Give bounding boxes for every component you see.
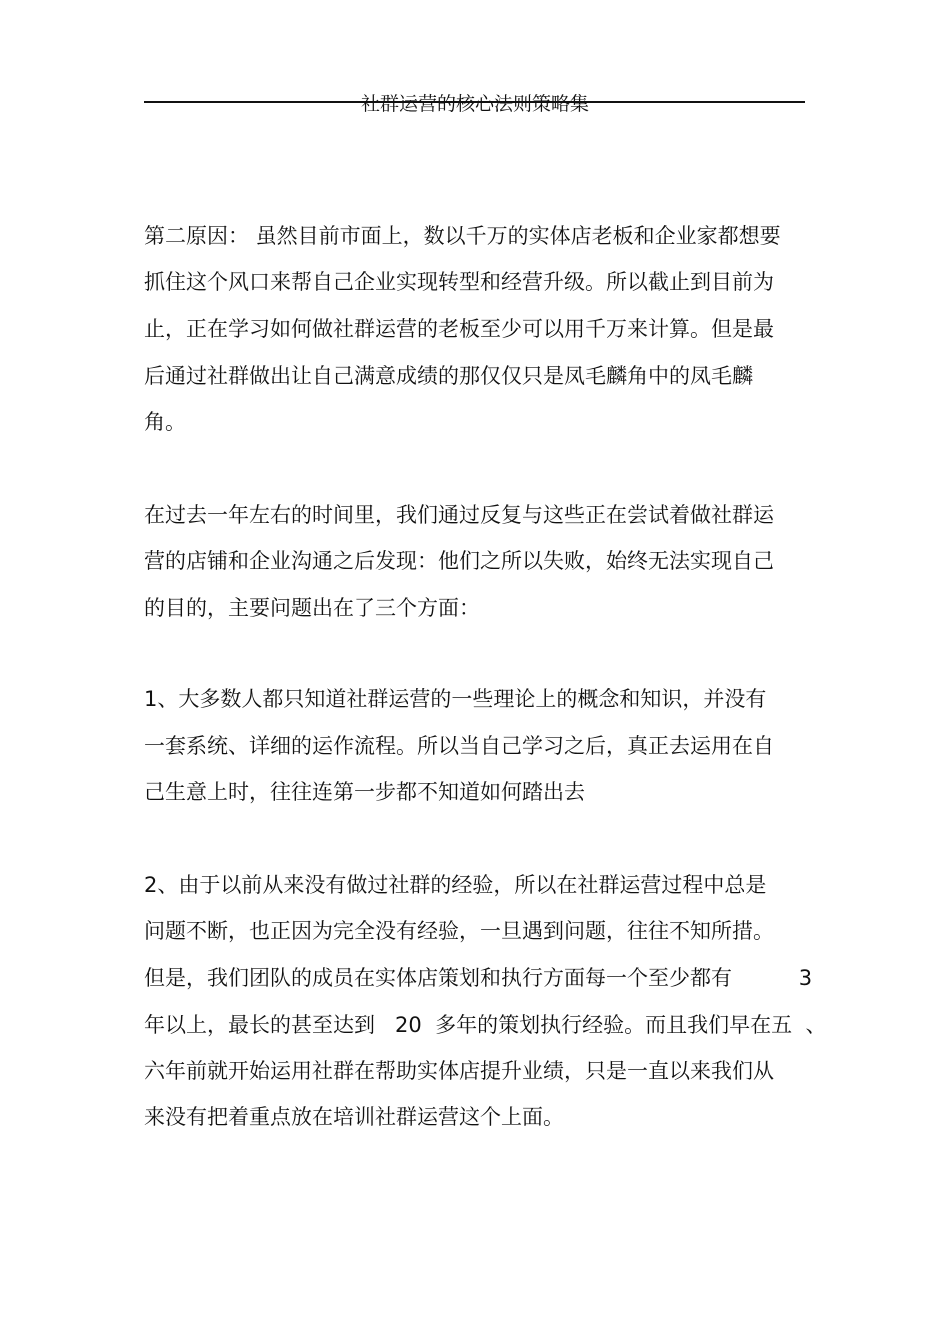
text-line: 营的店铺和企业沟通之后发现：他们之所以失败，始终无法实现自己 (144, 549, 774, 573)
page-header-title: 社群运营的核心法则策略集 (360, 93, 589, 115)
text-line: 抓住这个风口来帮自己企业实现转型和经营升级。所以截止到目前为 (144, 270, 774, 294)
text-line: 第二原因： 虽然目前市面上，数以千万的实体店老板和企业家都想要 (144, 224, 781, 248)
text-line: 问题不断，也正因为完全没有经验，一旦遇到问题，往往不知所措。 (144, 919, 774, 943)
text-line: 来没有把着重点放在培训社群运营这个上面。 (144, 1105, 564, 1129)
text-line: 2、由于以前从来没有做过社群的经验，所以在社群运营过程中总是 (144, 873, 767, 897)
text-line: 六年前就开始运用社群在帮助实体店提升业绩，只是一直以来我们从 (144, 1059, 774, 1083)
text-line: 角。 (144, 410, 186, 434)
text-line: 一套系统、详细的运作流程。所以当自己学习之后，真正去运用在自 (144, 734, 774, 758)
text-line: 己生意上时，往往连第一步都不知道如何踏出去 (144, 780, 585, 804)
text-line: 年以上，最长的甚至达到 20 多年的策划执行经验。而且我们早在五 、 (144, 1013, 827, 1037)
text-line: 1、大多数人都只知道社群运营的一些理论上的概念和知识，并没有 (144, 687, 767, 711)
text-line: 后通过社群做出让自己满意成绩的那仅仅只是凤毛麟角中的凤毛麟 (144, 364, 753, 388)
text-line: 的目的，主要问题出在了三个方面： (144, 596, 480, 620)
text-line: 但是，我们团队的成员在实体店策划和执行方面每一个至少都有 3 (144, 966, 813, 990)
text-line: 在过去一年左右的时间里，我们通过反复与这些正在尝试着做社群运 (144, 503, 774, 527)
text-line: 止，正在学习如何做社群运营的老板至少可以用千万来计算。但是最 (144, 317, 774, 341)
